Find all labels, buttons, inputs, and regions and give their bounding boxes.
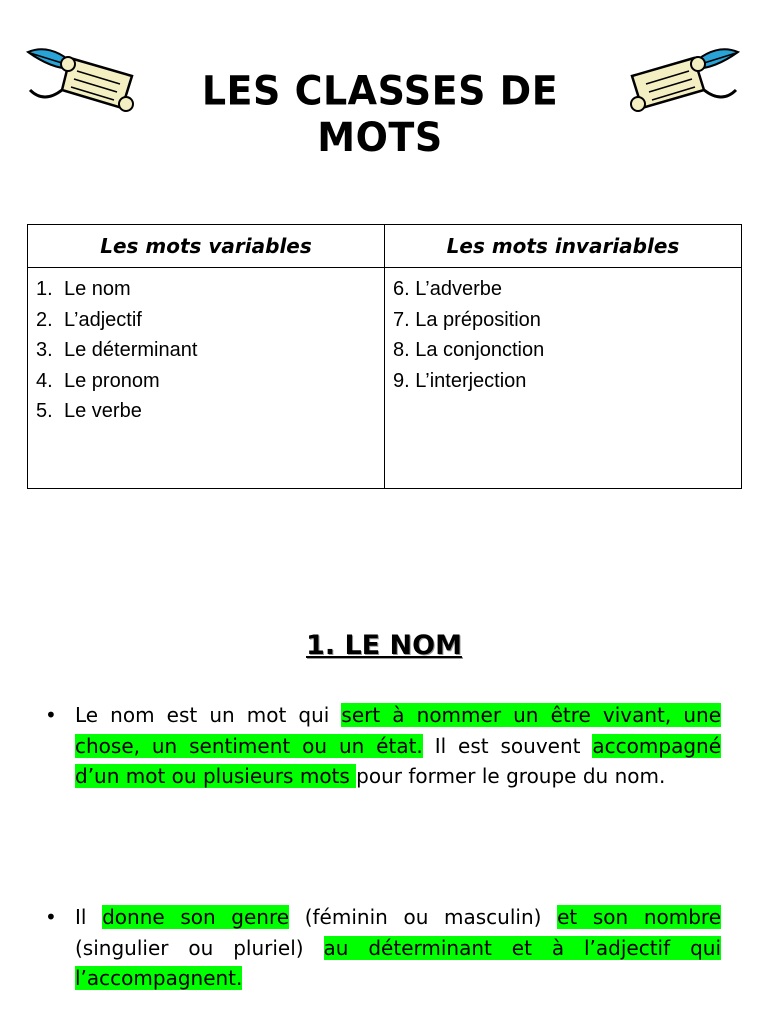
word-classes-table [27,224,742,489]
highlight: sert à nommer un être vivant, une chose, un sentiment ou un état. [75,703,721,758]
page-title: LES CLASSES DE MOTS [201,67,559,161]
list-item: 1. Le nom [36,278,131,300]
list-item: 5. Le verbe [36,400,142,422]
variables-cell [28,268,385,489]
highlight: accompagné d’un mot ou plusieurs mots [75,733,721,788]
highlight: et son nombre [557,905,722,929]
highlight: au déterminant et à l’adjectif qui l’accompagnent. [75,935,721,990]
header-invariables: Les mots invariables [385,225,742,268]
scroll-quill-icon [22,38,150,128]
list-item: 4. Le pronom [36,369,160,392]
list-item: 6. L’adverbe [393,278,502,300]
header-variables: Les mots variables [28,225,385,268]
page-header [0,18,768,161]
scroll-quill-icon [606,38,746,128]
highlight: donne son genre [102,905,290,929]
bullet: • [45,703,57,727]
section-title: 1. LE NOM [306,630,462,661]
invariables-cell [385,268,742,489]
list-item: 8. La conjonction [393,339,545,361]
list-item: 3. Le déterminant [36,339,198,361]
gender-number-paragraph: • Il donne son genre (féminin ou masculin) et son nombre (singulier ou pluriel) au déterminant et à l’adjectif qui l’accompagnent. [75,902,721,994]
list-item: 2. L’adjectif [36,308,142,331]
definition-paragraph: • Le nom est un mot qui sert à nommer un être vivant, une chose, un sentiment ou un état. Il est souvent accompagné d’un mot ou plusieurs mots pour former le groupe du nom. [75,700,721,792]
bullet: • [45,905,57,929]
list-item: 7. La préposition [393,308,541,331]
list-item: 9. L’interjection [393,369,527,392]
